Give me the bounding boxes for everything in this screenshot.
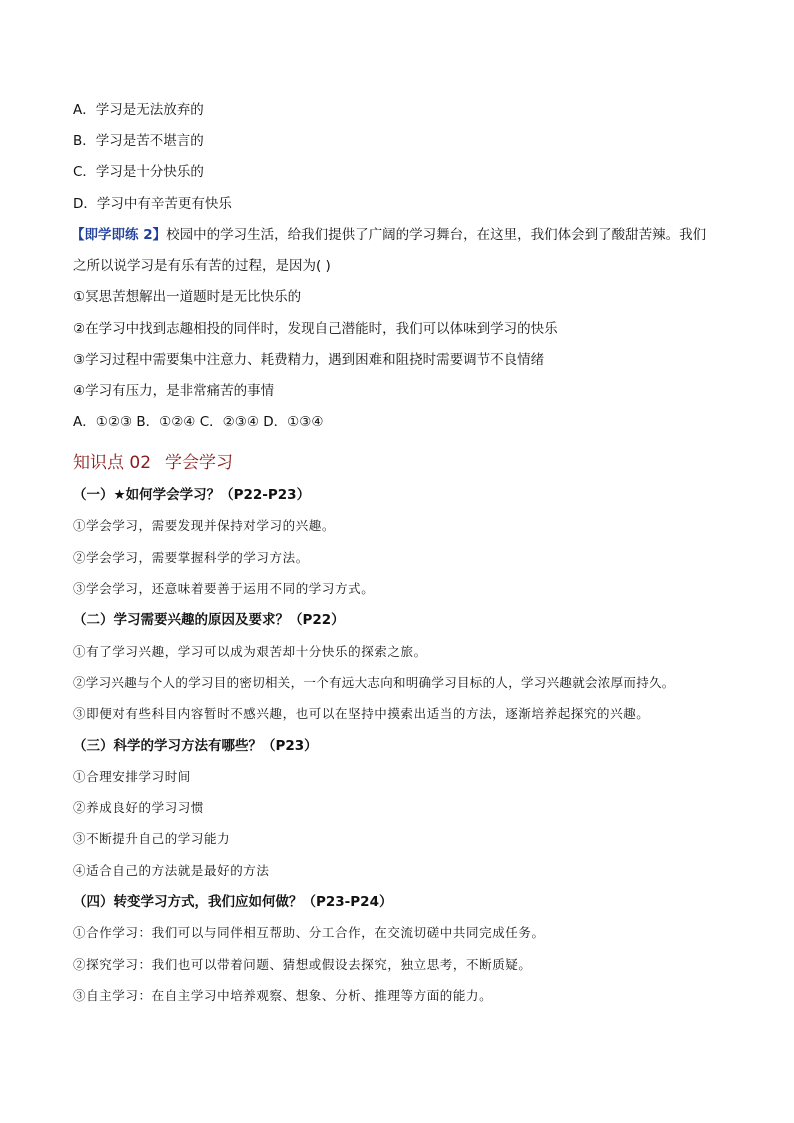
section-2-item: ②学习兴趣与个人的学习目的密切相关，一个有远大志向和明确学习目标的人，学习兴趣就会浓厚而持久。 (73, 675, 675, 690)
knowledge-title: 学会学习 (165, 453, 234, 473)
practice-tag: 【即学即练 2】 (71, 227, 167, 243)
option-c: C．学习是十分快乐的 (73, 164, 204, 180)
knowledge-heading (73, 448, 233, 473)
section-1-item: ②学会学习，需要掌握科学的学习方法。 (73, 550, 309, 565)
section-3-heading: （三）科学的学习方法有哪些？（P23） (73, 738, 318, 754)
knowledge-label: 知识点 02 (73, 453, 152, 473)
practice-stem-text: 校园中的学习生活，给我们提供了广阔的学习舞台，在这里，我们体会到了酸甜苦辣。我们 (166, 227, 707, 243)
practice-item-4: ④学习有压力，是非常痛苦的事情 (73, 383, 275, 399)
section-3-item: ②养成良好的学习习惯 (73, 800, 205, 815)
practice-stem-line1 (71, 226, 706, 244)
practice-answers: A．①②③ B．①②④ C．②③④ D．①③④ (73, 414, 324, 430)
practice-item-2: ②在学习中找到志趣相投的同伴时，发现自己潜能时，我们可以体味到学习的快乐 (73, 321, 558, 337)
section-2-item: ③即便对有些科目内容暂时不感兴趣，也可以在坚持中摸索出适当的方法，逐渐培养起探究的兴趣。 (73, 706, 650, 721)
section-4-item: ①合作学习：我们可以与同伴相互帮助、分工合作，在交流切磋中共同完成任务。 (73, 925, 545, 940)
practice-item-3: ③学习过程中需要集中注意力、耗费精力，遇到困难和阻挠时需要调节不良情绪 (73, 352, 545, 368)
section-4-heading: （四）转变学习方式，我们应如何做？（P23-P24） (73, 894, 393, 910)
section-4-item: ③自主学习：在自主学习中培养观察、想象、分析、推理等方面的能力。 (73, 988, 493, 1003)
practice-item-1: ①冥思苦想解出一道题时是无比快乐的 (73, 289, 302, 305)
option-d: D．学习中有辛苦更有快乐 (73, 196, 232, 212)
section-1-item: ①学会学习，需要发现并保持对学习的兴趣。 (73, 518, 336, 533)
section-2-heading: （二）学习需要兴趣的原因及要求？（P22） (73, 612, 345, 628)
section-2-item: ①有了学习兴趣，学习可以成为艰苦却十分快乐的探索之旅。 (73, 644, 427, 659)
section-3-item: ①合理安排学习时间 (73, 769, 191, 784)
section-3-item: ③不断提升自己的学习能力 (73, 831, 231, 846)
section-1-item: ③学会学习，还意味着要善于运用不同的学习方式。 (73, 581, 375, 596)
option-a: A．学习是无法放弃的 (73, 102, 204, 118)
section-4-item: ②探究学习：我们也可以带着问题、猜想或假设去探究，独立思考，不断质疑。 (73, 957, 532, 972)
section-1-heading: （一）★如何学会学习？（P22-P23） (73, 487, 311, 503)
option-b: B．学习是苦不堪言的 (73, 133, 204, 149)
practice-stem-line2: 之所以说学习是有乐有苦的过程，是因为( ) (73, 258, 331, 274)
section-3-item: ④适合自己的方法就是最好的方法 (73, 863, 270, 878)
